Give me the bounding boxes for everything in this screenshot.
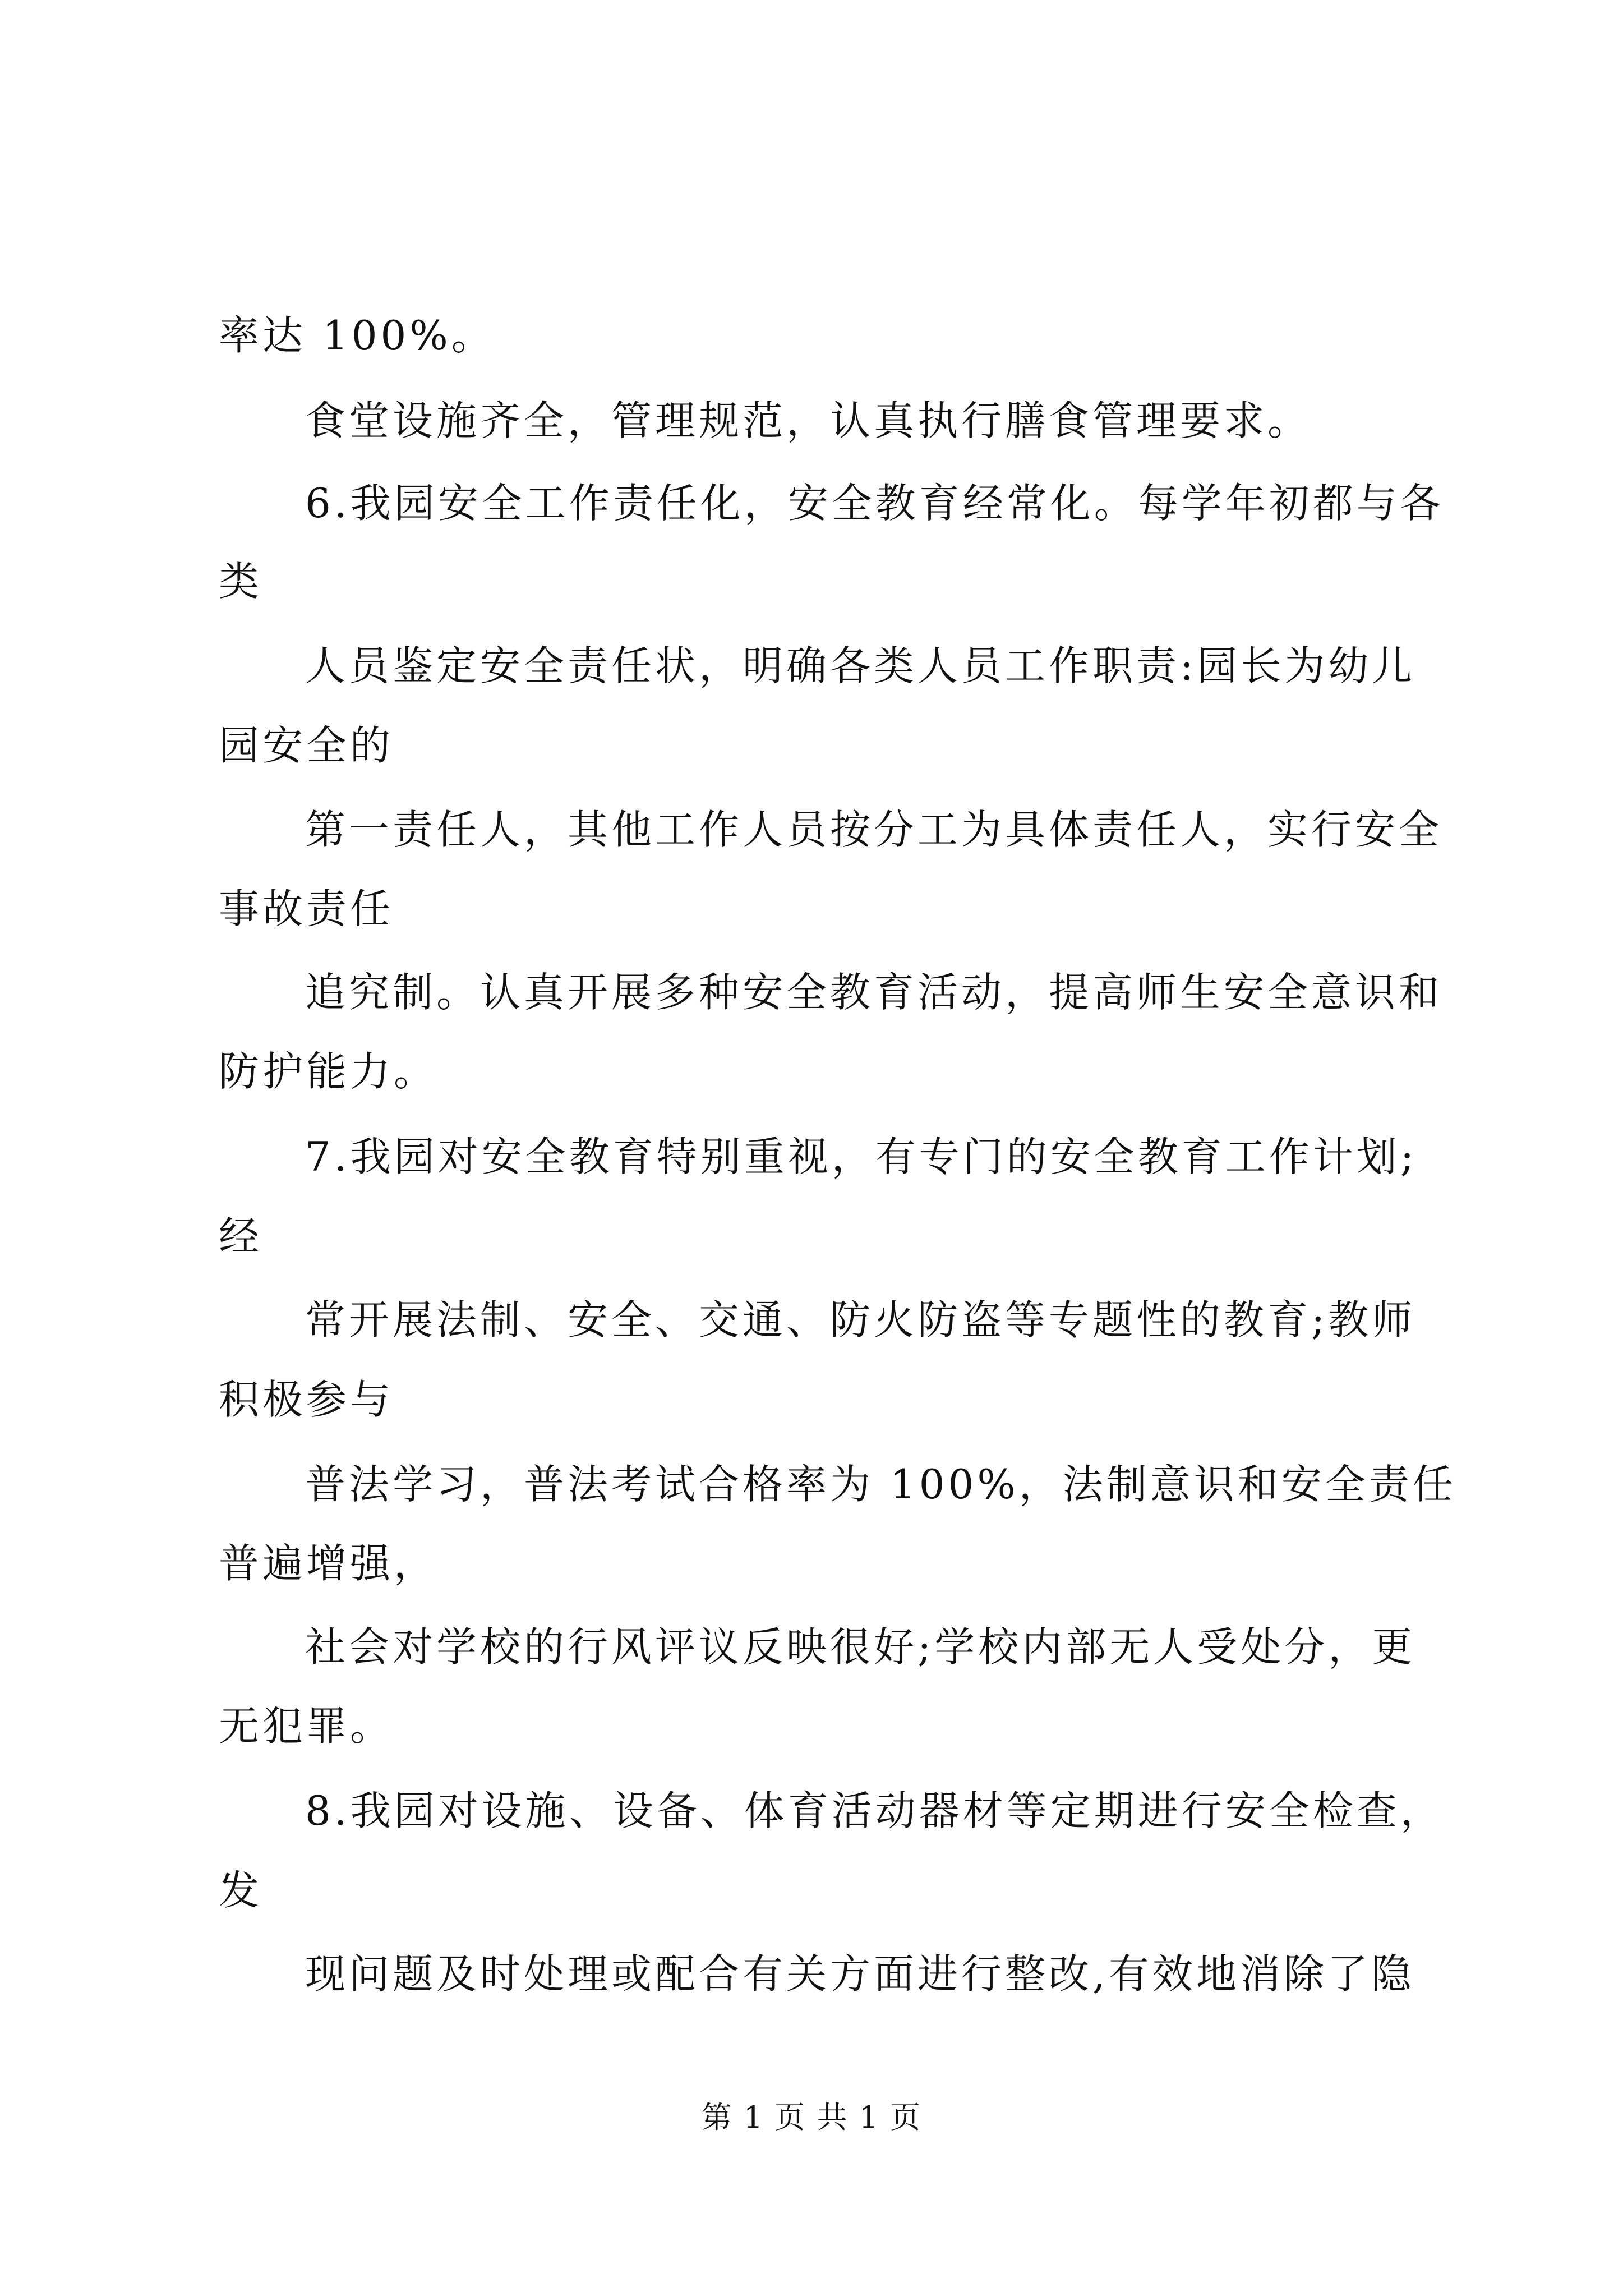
text-line: 常开展法制、安全、交通、防火防盗等专题性的教育;教师 <box>305 1296 1416 1343</box>
text-line: 普遍增强， <box>219 1540 438 1587</box>
text-line: 发 <box>219 1867 263 1914</box>
text-line: 经 <box>219 1213 263 1260</box>
text-line: 园安全的 <box>219 722 394 769</box>
text-line: 事故责任 <box>219 885 394 932</box>
text-line: 8.我园对设施、设备、体育活动器材等定期进行安全检查， <box>305 1787 1444 1834</box>
page-number-footer: 第 1 页 共 1 页 <box>701 2100 922 2135</box>
text-line: 现问题及时处理或配合有关方面进行整改,有效地消除了隐 <box>305 1950 1415 1998</box>
text-line: 积极参与 <box>219 1376 394 1423</box>
text-line: 率达 100%。 <box>219 312 495 359</box>
text-line: 食堂设施齐全，管理规范，认真执行膳食管理要求。 <box>305 397 1312 444</box>
text-line: 类 <box>219 558 263 605</box>
text-line: 普法学习，普法考试合格率为 100%，法制意识和安全责任 <box>305 1461 1456 1508</box>
text-line: 社会对学校的行风评议反映很好;学校内部无人受处分，更 <box>305 1623 1416 1671</box>
text-line: 6.我园安全工作责任化，安全教育经常化。每学年初都与各 <box>305 480 1444 527</box>
text-line: 第一责任人，其他工作人员按分工为具体责任人，实行安全 <box>305 806 1443 853</box>
text-line: 无犯罪。 <box>219 1703 394 1750</box>
text-line: 防护能力。 <box>219 1048 438 1095</box>
text-line: 追究制。认真开展多种安全教育活动，提高师生安全意识和 <box>305 969 1443 1016</box>
text-line: 7.我园对安全教育特别重视，有专门的安全教育工作计划; <box>305 1133 1417 1180</box>
text-line: 人员鉴定安全责任状，明确各类人员工作职责:园长为幼儿 <box>305 642 1416 689</box>
